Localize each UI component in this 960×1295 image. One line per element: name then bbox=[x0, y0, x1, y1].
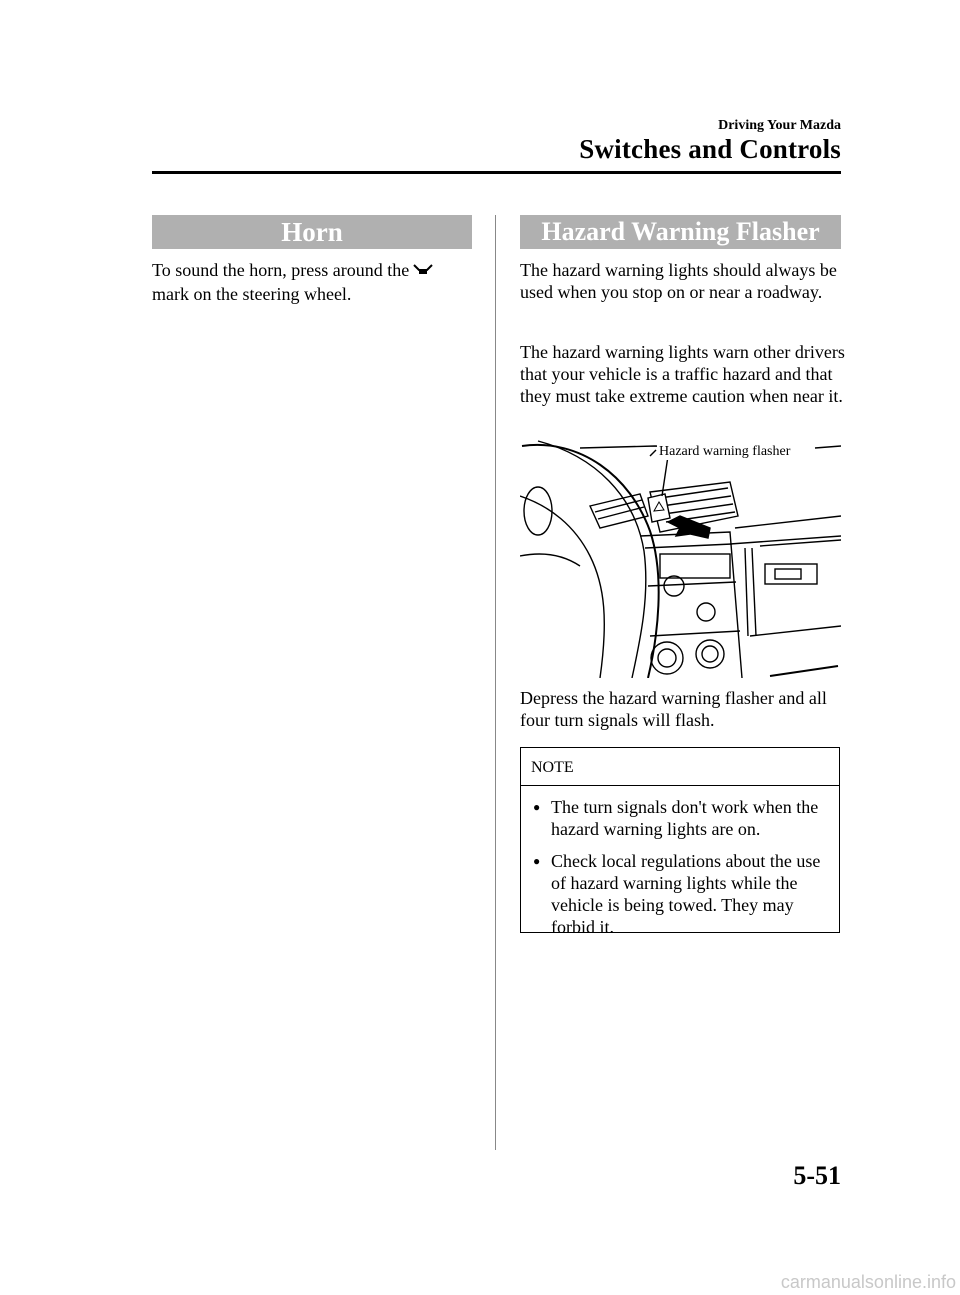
dashboard-illustration bbox=[520, 436, 841, 678]
horn-text-end: mark on the steering wheel. bbox=[152, 283, 352, 304]
note-list bbox=[521, 796, 839, 938]
watermark: carmanualsonline.info bbox=[780, 1272, 956, 1292]
hazard-paragraph-1: The hazard warning lights should always be used when you stop on or near a roadway. bbox=[520, 260, 837, 302]
column-divider bbox=[495, 215, 496, 1150]
note-item-text: The turn signals don't work when the hazard warning lights are on. bbox=[551, 797, 819, 839]
note-item-text: Check local regulations about the use of hazard warning lights while the vehicle is being towed. They may forbid it. bbox=[551, 851, 821, 937]
illustration-callout: Hazard warning flasher bbox=[659, 444, 791, 459]
note-heading: NOTE bbox=[521, 748, 839, 786]
bullet-icon: ● bbox=[533, 800, 541, 814]
hazard-heading: Hazard Warning Flasher bbox=[520, 215, 841, 249]
note-box bbox=[520, 747, 840, 937]
hazard-paragraph-3: Depress the hazard warning flasher and all four turn signals will flash. bbox=[520, 688, 827, 730]
header-rule bbox=[152, 171, 841, 174]
horn-paragraph bbox=[152, 259, 482, 305]
horn-heading: Horn bbox=[152, 215, 472, 249]
note-item bbox=[521, 796, 839, 840]
page-number: 5-51 bbox=[793, 1161, 841, 1190]
horn-icon bbox=[412, 261, 434, 283]
bullet-icon: ● bbox=[533, 854, 541, 868]
hazard-paragraph-2: The hazard warning lights warn other drivers that your vehicle is a traffic hazard and that they must take extreme caution when near it. bbox=[520, 342, 845, 406]
section-title: Switches and Controls bbox=[579, 134, 841, 164]
note-item bbox=[521, 850, 839, 938]
chapter-title: Driving Your Mazda bbox=[718, 118, 841, 133]
horn-text-start: To sound the horn, press around the bbox=[152, 260, 410, 280]
